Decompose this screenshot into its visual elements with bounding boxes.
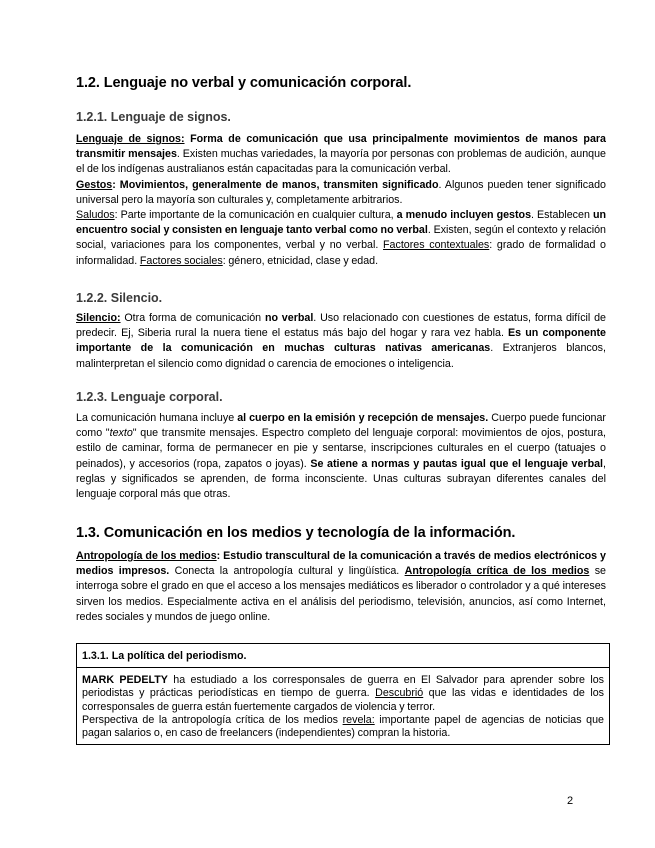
text-run: . Existen muchas variedades, la mayoría por personas con problemas de audición, aunque el de los indígenas australianos están capacitadas para la comunicación verbal. (76, 148, 606, 176)
bold-phrase: al cuerpo en la emisión y recepción de mensajes. (237, 412, 489, 424)
text-run: : Parte importante de la comunicación en cualquier cultura, (114, 209, 397, 222)
author-name: MARK PEDELTY (82, 674, 168, 686)
term-saludos: Saludos (76, 209, 115, 222)
underlined-word: Descubrió (375, 687, 424, 700)
text-run: , reglas y significados se aprenden, de forma inconsciente. Unas culturas subrayan diferentes canales del lenguaje corporal más que otras. (76, 457, 607, 501)
section-1-2-3-heading: 1.2.3. Lenguaje corporal. (76, 390, 223, 404)
term-gestos: Gestos (76, 178, 113, 191)
text-run: Otra forma de comunicación (120, 312, 265, 324)
box-title: 1.3.1. La política del periodismo. (77, 644, 609, 668)
section-1-2-2-heading: 1.2.2. Silencio. (76, 291, 163, 305)
text-run: . Extranjeros blancos, malinterpretan el silencio como dignidad o carencia de emociones o inteligencia. (76, 342, 606, 370)
text-run: " que transmite mensajes. Espectro completo del lenguaje corporal: movimientos de ojos, postura, estilo de caminar, forma de permanecer en pie y sentarse, inscripciones culturales en el cuerpo (tatuajes o peinados), y accesorios (ropa, zapatos o joyas). (76, 427, 606, 470)
text-run: La comunicación humana incluye (76, 412, 238, 424)
box-body (77, 668, 609, 744)
text-run: que las vidas e identidades de los corresponsales de guerra están fuertemente cargados de violencia y terror. (82, 687, 604, 713)
text-run: importante papel de agencias de noticias que pagan salarios o, en caso de freelancers (independientes) compran la historia. (82, 713, 604, 740)
bold-phrase: Es un componente importante de la comunicación en muchas culturas nativas americanas (76, 327, 606, 355)
framed-box-politica-periodismo (76, 643, 610, 745)
bold-phrase: : Movimientos, generalmente de manos, transmiten significado (112, 178, 439, 191)
text-run: Conecta la antropología cultural y lingüística. (169, 565, 405, 578)
text-run: . Algunos pueden tener significado universal pero la mayoría son culturales y, completamente arbitrarios. (76, 178, 606, 206)
section-1-2-2-paragraph (76, 311, 606, 372)
bold-phrase: un encuentro social y consisten en lenguaje tanto verbal como no verbal (76, 209, 606, 237)
bold-phrase: no verbal (264, 312, 314, 324)
section-1-2-1-heading: 1.2.1. Lenguaje de signos. (76, 110, 231, 124)
term-lenguaje-de-signos: Lenguaje de signos: (76, 133, 185, 145)
bold-phrase: Forma de comunicación que usa principalmente movimientos de manos para transmitir mensajes (76, 133, 606, 161)
bold-phrase: : Estudio transcultural de la comunicación a través de medios electrónicos y medios impresos. (76, 550, 606, 578)
text-run: ha estudiado a los corresponsales de guerra en El Salvador para aprender sobre los periodistas y prácticas periodísticas en tiempo de guerra. (82, 674, 604, 700)
text-run: . Uso relacionado con cuestiones de estatus, forma difícil de predecir. Ej, Siberia rural la nuera tiene el estatus más bajo del hogar y rara vez habla. (76, 312, 606, 340)
section-1-2-3-paragraph (76, 411, 606, 502)
underlined-word: revela: (342, 713, 375, 726)
term-factores-sociales: Factores sociales (139, 254, 223, 267)
text-run: : género, etnicidad, clase y edad. (222, 254, 379, 267)
bold-phrase: a menudo incluyen gestos (396, 209, 532, 222)
page-number: 2 (567, 795, 574, 807)
term-factores-contextuales: Factores contextuales (383, 239, 490, 252)
text-run: . Existen, según el contexto y relación social, variaciones para los componentes, verbal y no verbal. (76, 224, 606, 252)
text-run: se interroga sobre el grado en que el acceso a los mensajes mediáticos es liberador o controlador y a qué intereses sirven los medios. Especialmente activa en el análisis del periodismo, televisión, anuncios, así como Internet, redes sociales y mundos de juego online. (76, 565, 606, 623)
section-1-3-paragraph (76, 549, 606, 625)
text-run: Perspectiva de la antropología crítica de los medios (82, 713, 343, 726)
bold-phrase: Se atiene a normas y pautas igual que el lenguaje verbal (310, 457, 604, 470)
text-run: Cuerpo puede funcionar como " (76, 412, 606, 440)
text-run: : grado de formalidad o informalidad. (76, 239, 607, 267)
section-1-3-heading: 1.3. Comunicación en los medios y tecnología de la información. (76, 525, 516, 541)
term-antropologia-critica: Antropología crítica de los medios (404, 565, 590, 578)
term-antropologia-de-los-medios: Antropología de los medios (76, 550, 217, 562)
term-silencio: Silencio: (76, 312, 121, 324)
section-1-2-heading: 1.2. Lenguaje no verbal y comunicación corporal. (76, 75, 412, 91)
text-run: . Establecen (531, 209, 593, 222)
section-1-2-1-paragraph (76, 132, 606, 269)
italic-word: texto (109, 427, 133, 440)
